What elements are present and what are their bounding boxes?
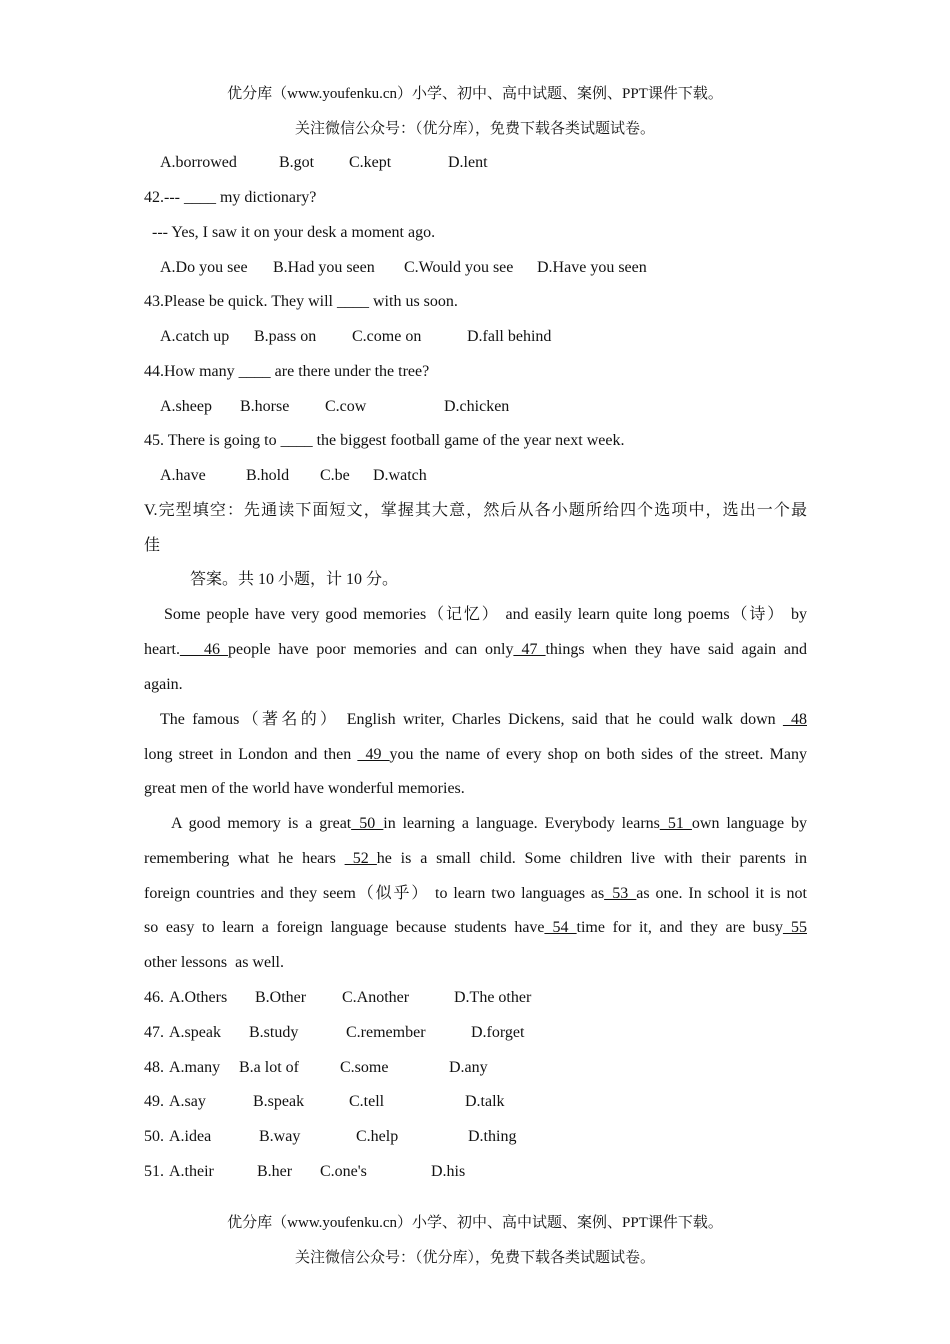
blank-52: _52_ [344,850,377,867]
text-segment: people have poor memories and can only [227,641,514,658]
text-segment: remembering what he hears [144,850,336,867]
blank-47: _47_ [513,641,546,658]
text-segment: things when they have said again and [545,641,808,658]
blank-49: _49_ [357,746,390,763]
question-number: 48. [144,1059,164,1076]
footer-line-1: 优分库（www.youfenku.cn）小学、初中、高中试题、案例、PPT课件下载。 [227,1215,723,1231]
option-c: C.help [356,1128,399,1145]
option-d: D.The other [454,989,532,1006]
option-d: D.fall behind [467,328,552,345]
text-segment: so easy to learn a foreign language because students have [144,919,545,936]
q44-stem: 44.How many ____ are there under the tree? [144,363,430,380]
question-number: 50. [144,1128,164,1145]
q43-stem: 43.Please be quick. They will ____ with us soon. [144,293,458,310]
option-a: A.Do you see [160,259,248,276]
option-b: B.her [257,1163,293,1180]
option-b: B.got [279,154,315,171]
option-d: D.Have you seen [537,259,647,276]
option-a: A.sheep [160,398,212,415]
option-c: C.tell [349,1093,385,1110]
blank-46: ___46_ [179,641,228,658]
option-a: A.their [169,1163,214,1180]
option-b: B.study [249,1024,299,1041]
header-line-1: 优分库（www.youfenku.cn）小学、初中、高中试题、案例、PPT课件下载。 [227,86,723,102]
option-b: B.Had you seen [273,259,375,276]
passage-p3-line1 [171,814,807,834]
question-number: 49. [144,1093,164,1110]
passage-p1-line3: again. [144,676,183,693]
q45-stem: 45. There is going to ____ the biggest football game of the year next week. [144,432,625,449]
passage-p3-line4 [144,918,807,938]
option-b: B.a lot of [239,1059,299,1076]
question-number: 51. [144,1163,164,1180]
option-b: B.way [259,1128,301,1145]
text-segment: long street in London and then [144,746,352,763]
option-d: D.forget [471,1024,525,1041]
text-segment: heart. [144,641,180,658]
option-c: C.some [340,1059,389,1076]
option-c: C.come on [352,328,422,345]
text-segment: you the name of every shop on both sides of the street. Many [389,746,808,763]
blank-51: _51_ [659,815,692,832]
option-c: C.one's [320,1163,367,1180]
option-b: B.horse [240,398,290,415]
text-segment: time for it, and they are busy [576,919,783,936]
passage-p1-line2 [144,640,807,660]
question-number: 47. [144,1024,164,1041]
option-a: A.catch up [160,328,230,345]
option-a: A.idea [169,1128,212,1145]
text-segment: foreign countries and they seem（似乎） to learn two languages as [144,885,605,902]
blank-55: _55 [783,919,807,936]
passage-p2-line1 [160,710,807,730]
footer-line-2: 关注微信公众号：（优分库），免费下载各类试题试卷。 [294,1250,655,1266]
blank-54: _54_ [544,919,577,936]
passage-p3-line2 [144,849,807,869]
q42-reply: --- Yes, I saw it on your desk a moment ago. [152,224,436,241]
section-title-cont: 佳 [144,537,161,554]
option-a: A.say [169,1093,206,1110]
q42-stem: 42.--- ____ my dictionary? [144,189,317,206]
passage-p1-line1: Some people have very good memories（记忆） and easily learn quite long poems（诗） by [164,606,807,623]
blank-53: _53_ [604,885,637,902]
blank-48: _48 [783,711,807,728]
option-c: C.be [320,467,350,484]
passage-p2-line3: great men of the world have wonderful memories. [144,780,465,797]
passage-p2-line2 [144,745,807,765]
option-c: C.remember [346,1024,426,1041]
option-d: D.talk [465,1093,505,1110]
option-a: A.Others [169,989,228,1006]
option-b: B.Other [255,989,307,1006]
option-d: D.lent [448,154,488,171]
option-c: C.Another [342,989,410,1006]
text-segment: A good memory is a great [171,815,352,832]
text-segment: he is a small child. Some children live with their parents in [376,850,807,867]
question-number: 46. [144,989,164,1006]
option-a: A.have [160,467,206,484]
text-segment: own language by [691,815,807,832]
option-d: D.watch [373,467,427,484]
section-subtitle: 答案。共 10 小题，计 10 分。 [190,571,399,588]
header-line-2: 关注微信公众号：（优分库），免费下载各类试题试卷。 [294,121,655,137]
passage-p3-line5: other lessons as well. [144,954,284,971]
option-b: B.speak [253,1093,305,1110]
blank-50: _50_ [351,815,384,832]
option-a: A.borrowed [160,154,237,171]
option-c: C.cow [325,398,367,415]
passage-p3-line3 [144,884,807,904]
option-c: C.Would you see [404,259,514,276]
option-d: D.his [431,1163,466,1180]
option-a: A.many [169,1059,221,1076]
text-segment: in learning a language. Everybody learns [383,815,660,832]
option-a: A.speak [169,1024,221,1041]
option-b: B.pass on [254,328,317,345]
option-c: C.kept [349,154,392,171]
option-d: D.thing [468,1128,517,1145]
option-d: D.chicken [444,398,510,415]
text-segment: The famous（著名的） English writer, Charles Dickens, said that he could walk down [160,711,776,728]
section-title: V.完型填空：先通读下面短文，掌握其大意，然后从各小题所给四个选项中，选出一个最 [144,502,807,519]
option-d: D.any [449,1059,488,1076]
option-b: B.hold [246,467,290,484]
text-segment: as one. In school it is not [636,885,807,902]
